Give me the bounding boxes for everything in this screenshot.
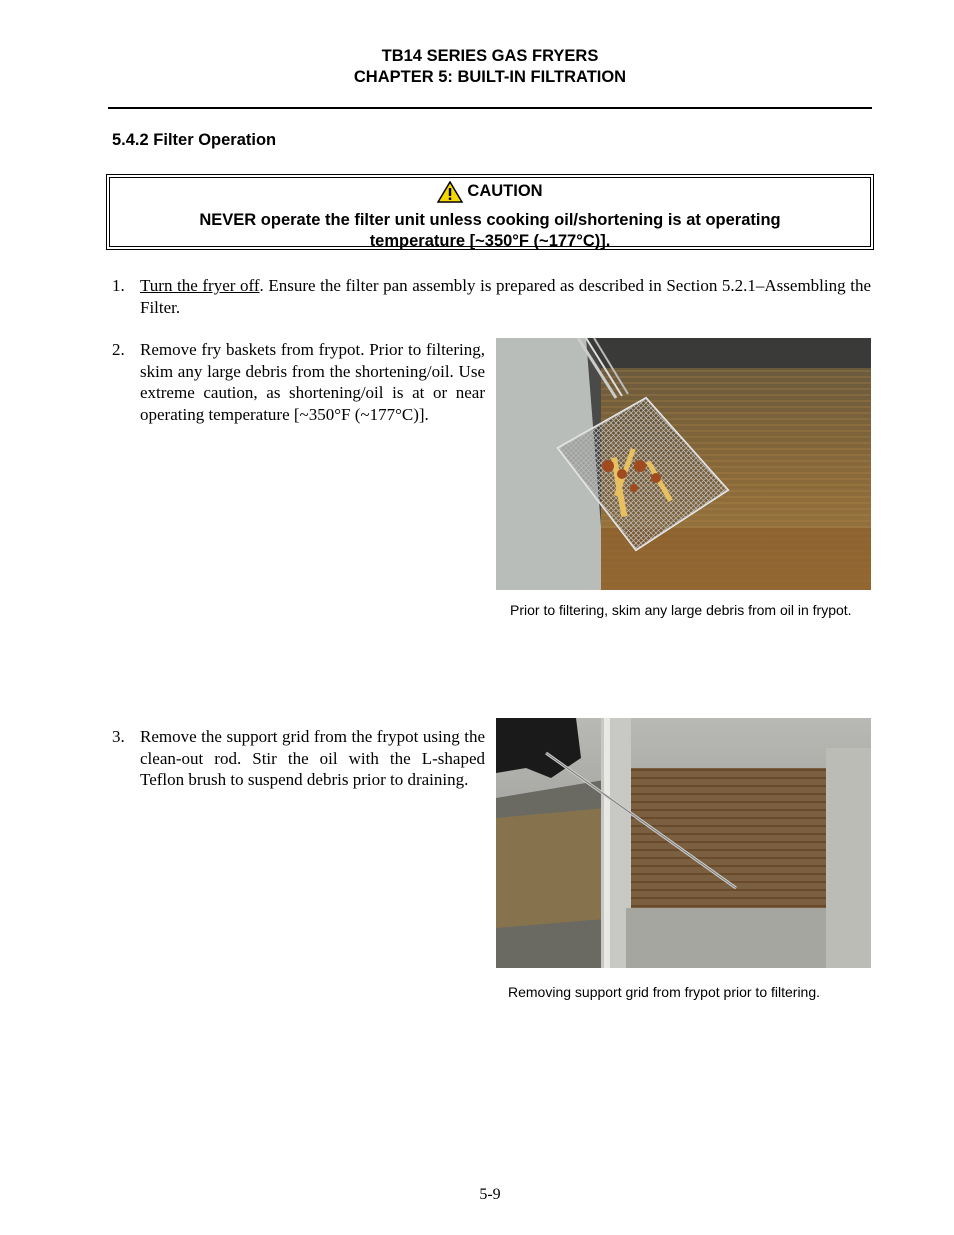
step-2 bbox=[112, 339, 485, 425]
step-number: 1. bbox=[112, 276, 125, 295]
caution-box bbox=[106, 174, 874, 250]
caution-line-1: NEVER operate the filter unit unless cooking oil/shortening is at operating bbox=[199, 210, 781, 229]
step-number: 3. bbox=[112, 727, 125, 746]
header-series-title: TB14 SERIES GAS FRYERS bbox=[381, 47, 599, 65]
caution-title: CAUTION bbox=[467, 182, 543, 201]
step-text: Remove fry baskets from frypot. Prior to filtering, skim any large debris from the shortening/oil. Use extreme caution, as shortening/oil is at or near operating temperature [~350°F (~177°C)]. bbox=[140, 340, 485, 424]
step-text: Remove the support grid from the frypot using the clean-out rod. Stir the oil with the L-shaped Teflon brush to suspend debris prior to draining. bbox=[140, 727, 485, 790]
step-text: . Ensure the filter pan assembly is prepared as described in Section 5.2.1–Assembling the Filter. bbox=[140, 276, 871, 317]
header-chapter-title: CHAPTER 5: BUILT-IN FILTRATION bbox=[353, 68, 627, 86]
header-rule bbox=[108, 107, 872, 109]
photo-fry-basket-skimming bbox=[496, 338, 871, 590]
step-number: 2. bbox=[112, 340, 125, 359]
step-3 bbox=[112, 726, 485, 791]
photo-removing-support-grid bbox=[496, 718, 871, 968]
caution-line-2: temperature [~350°F (~177°C)]. bbox=[369, 232, 611, 250]
page-number: 5-9 bbox=[479, 1186, 501, 1203]
figure-2-caption: Removing support grid from frypot prior to filtering. bbox=[508, 984, 821, 1000]
step-1 bbox=[112, 275, 871, 318]
step-underlined-text: Turn the fryer off bbox=[140, 276, 260, 295]
figure-1-caption: Prior to filtering, skim any large debris from oil in frypot. bbox=[510, 602, 852, 618]
section-title: 5.4.2 Filter Operation bbox=[112, 131, 277, 149]
warning-triangle-icon bbox=[437, 181, 463, 203]
